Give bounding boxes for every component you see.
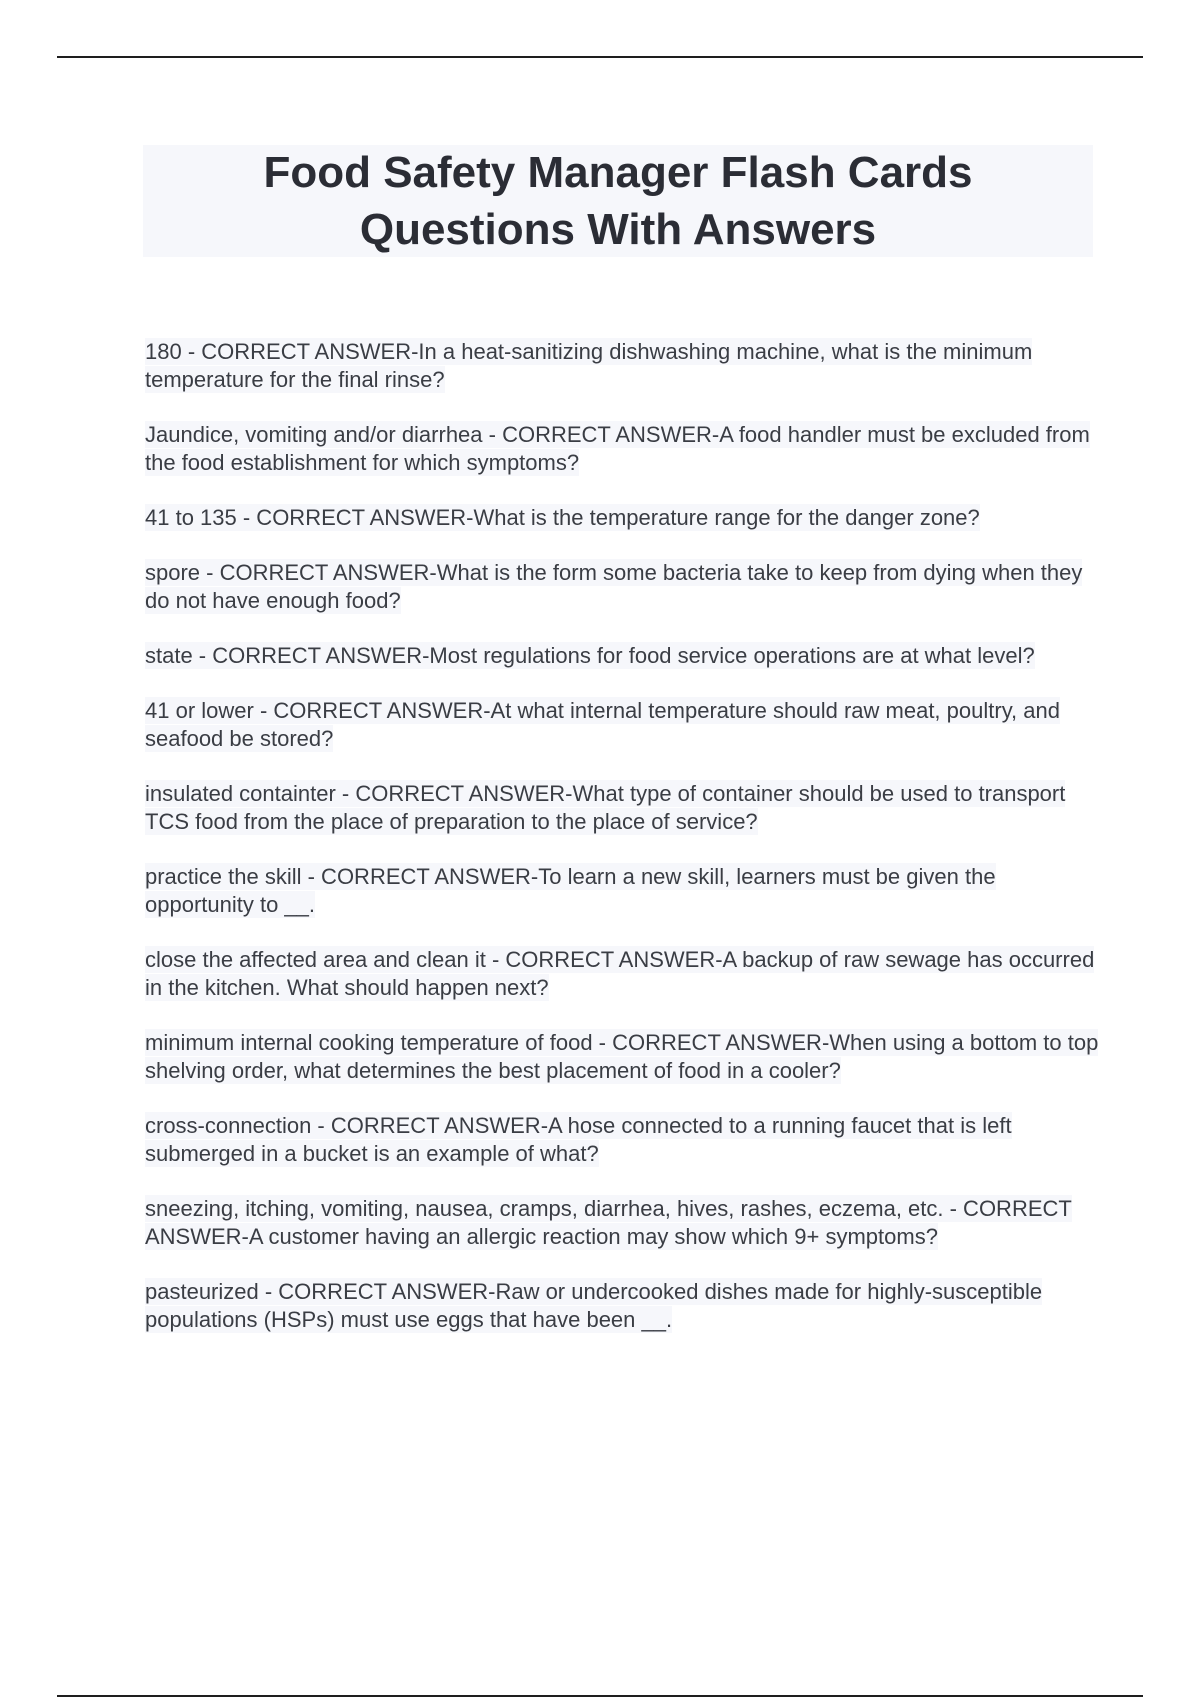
title-banner bbox=[143, 145, 1093, 257]
flashcard-item: sneezing, itching, vomiting, nausea, cramps, diarrhea, hives, rashes, eczema, etc. - CORRECT ANSWER-A customer having an allergic reaction may show which 9+ symptoms? bbox=[145, 1196, 1072, 1249]
flashcard-item: Jaundice, vomiting and/or diarrhea - CORRECT ANSWER-A food handler must be excluded from the food establishment for which symptoms? bbox=[145, 422, 1090, 475]
bottom-rule bbox=[57, 1695, 1143, 1697]
flashcard-item: insulated containter - CORRECT ANSWER-What type of container should be used to transport TCS food from the place of preparation to the place of service? bbox=[145, 781, 1066, 834]
title-line-2: Questions With Answers bbox=[359, 205, 877, 254]
title-line-1: Food Safety Manager Flash Cards bbox=[263, 148, 973, 197]
top-rule bbox=[57, 56, 1143, 58]
flashcard-item: 180 - CORRECT ANSWER-In a heat-sanitizing dishwashing machine, what is the minimum temperature for the final rinse? bbox=[145, 339, 1033, 392]
flashcard-item: practice the skill - CORRECT ANSWER-To learn a new skill, learners must be given the opportunity to __. bbox=[145, 864, 996, 917]
flashcard-item: state - CORRECT ANSWER-Most regulations for food service operations are at what level? bbox=[145, 643, 1035, 668]
flashcard-item: minimum internal cooking temperature of food - CORRECT ANSWER-When using a bottom to top shelving order, what determines the best placement of food in a cooler? bbox=[145, 1030, 1099, 1083]
flashcard-item: 41 to 135 - CORRECT ANSWER-What is the temperature range for the danger zone? bbox=[145, 505, 980, 530]
flashcard-item: pasteurized - CORRECT ANSWER-Raw or undercooked dishes made for highly-susceptible populations (HSPs) must use eggs that have been __. bbox=[145, 1279, 1043, 1332]
flashcard-item: close the affected area and clean it - CORRECT ANSWER-A backup of raw sewage has occurred in the kitchen. What should happen next? bbox=[145, 947, 1095, 1000]
flashcard-item: spore - CORRECT ANSWER-What is the form some bacteria take to keep from dying when they do not have enough food? bbox=[145, 560, 1083, 613]
flashcard-list bbox=[145, 338, 1105, 1361]
flashcard-item: 41 or lower - CORRECT ANSWER-At what internal temperature should raw meat, poultry, and seafood be stored? bbox=[145, 698, 1060, 751]
document-title bbox=[263, 144, 972, 258]
flashcard-item: cross-connection - CORRECT ANSWER-A hose connected to a running faucet that is left submerged in a bucket is an example of what? bbox=[145, 1113, 1012, 1166]
